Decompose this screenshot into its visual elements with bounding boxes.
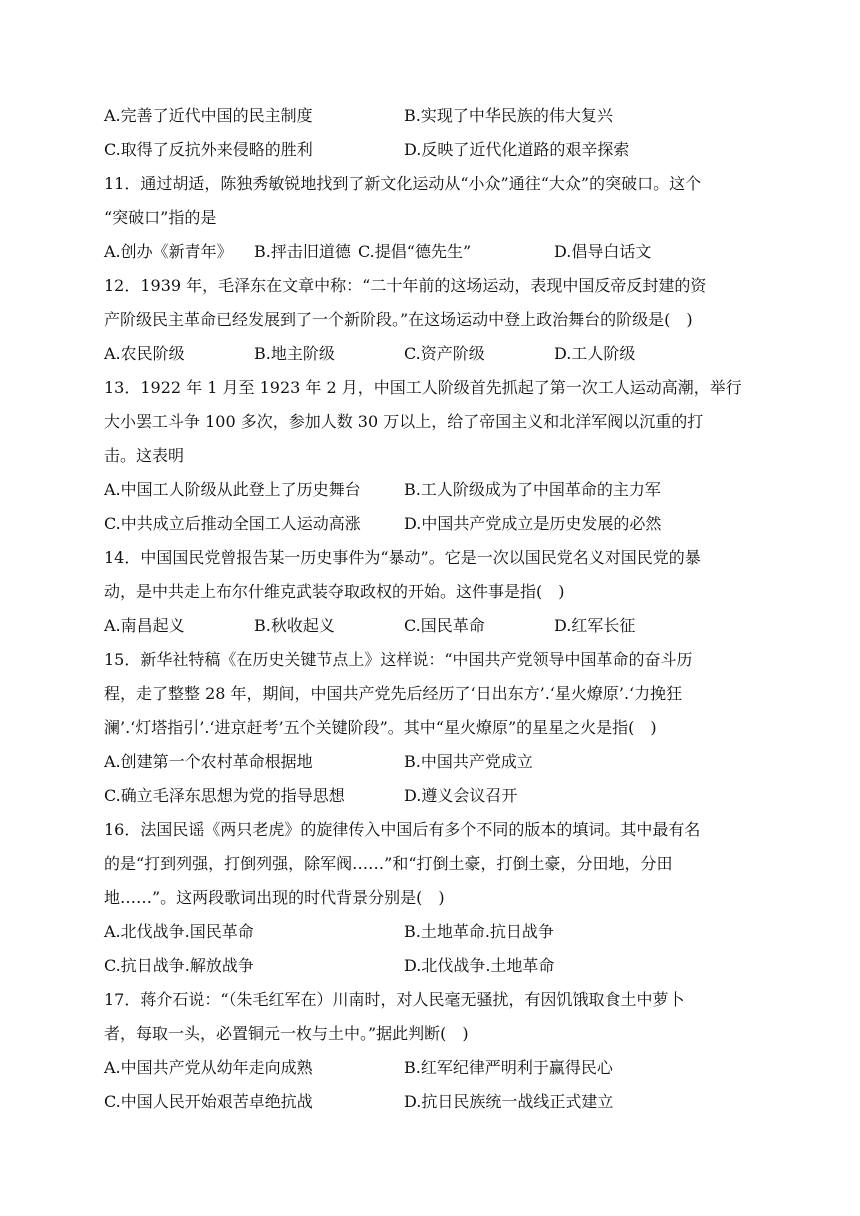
q13-stem-line-2: 大小罢工斗争 100 多次，参加人数 30 万以上，给了帝国主义和北洋军阀以沉重的打 [104, 412, 704, 431]
q17-stem-line-1: 17．蒋介石说：“（朱毛红军在）川南时，对人民毫无骚扰，有因饥饿取食土中萝卜 [104, 990, 685, 1009]
q13-stem-line-1: 13．1922 年 1 月至 1923 年 2 月，中国工人阶级首先抓起了第一次工人运动高潮，举行 [104, 378, 742, 397]
q14-option-d[interactable]: D.红军长征 [554, 616, 636, 635]
q12-option-c[interactable]: C.资产阶级 [404, 344, 485, 363]
q17-stem-line-2: 者，每取一头，必置铜元一枚与土中。”据此判断( ) [104, 1024, 469, 1043]
q16-stem-line-2: 的是“打到列强，打倒列强，除军阀……”和“打倒土豪，打倒土豪，分田地，分田 [104, 854, 673, 873]
q11-stem-line-2: “突破口”指的是 [104, 208, 217, 227]
q13-option-c[interactable]: C.中共成立后推动全国工人运动高涨 [104, 514, 361, 533]
q14-stem-line-2: 动，是中共走上布尔什维克武装夺取政权的开始。这件事是指( ) [104, 582, 565, 601]
q12-option-d[interactable]: D.工人阶级 [554, 344, 636, 363]
q16-stem-line-3: 地……”。这两段歌词出现的时代背景分别是( ) [104, 888, 445, 907]
q12-stem-line-1: 12．1939 年，毛泽东在文章中称：“二十年前的这场运动，表现中国反帝反封建的资 [104, 276, 707, 295]
q16-option-d[interactable]: D.北伐战争.土地革命 [404, 956, 555, 975]
q10-option-a[interactable]: A.完善了近代中国的民主制度 [104, 106, 313, 125]
q15-option-b[interactable]: B.中国共产党成立 [404, 752, 533, 771]
q13-option-d[interactable]: D.中国共产党成立是历史发展的必然 [404, 514, 662, 533]
q11-option-d[interactable]: D.倡导白话文 [554, 242, 652, 261]
q13-stem-line-3: 击。这表明 [104, 446, 185, 465]
q17-option-c[interactable]: C.中国人民开始艰苦卓绝抗战 [104, 1092, 313, 1111]
q15-option-c[interactable]: C.确立毛泽东思想为党的指导思想 [104, 786, 345, 805]
q11-option-b[interactable]: B.抨击旧道德 [254, 242, 351, 261]
q15-stem-line-3: 澜’.‘灯塔指引’.‘进京赶考’五个关键阶段”。其中“星火燎原”的星星之火是指( ) [104, 718, 657, 737]
q13-option-b[interactable]: B.工人阶级成为了中国革命的主力军 [404, 480, 661, 499]
q12-option-b[interactable]: B.地主阶级 [254, 344, 335, 363]
q10-option-d[interactable]: D.反映了近代化道路的艰辛探索 [404, 140, 630, 159]
q16-option-a[interactable]: A.北伐战争.国民革命 [104, 922, 254, 941]
q17-option-b[interactable]: B.红军纪律严明利于赢得民心 [404, 1058, 613, 1077]
q12-stem-line-2: 产阶级民主革命已经发展到了一个新阶段。”在这场运动中登上政治舞台的阶级是( ) [104, 310, 693, 329]
q14-option-c[interactable]: C.国民革命 [404, 616, 485, 635]
q17-option-d[interactable]: D.抗日民族统一战线正式建立 [404, 1092, 614, 1111]
q12-option-a[interactable]: A.农民阶级 [104, 344, 185, 363]
q14-stem-line-1: 14．中国国民党曾报告某一历史事件为“暴动”。它是一次以国民党名义对国民党的暴 [104, 548, 701, 567]
q11-option-c[interactable]: C.提倡“德先生” [358, 242, 472, 261]
q16-stem-line-1: 16．法国民谣《两只老虎》的旋律传入中国后有多个不同的版本的填词。其中最有名 [104, 820, 701, 839]
q15-option-a[interactable]: A.创建第一个农村革命根据地 [104, 752, 313, 771]
q10-option-c[interactable]: C.取得了反抗外来侵略的胜利 [104, 140, 313, 159]
q10-option-b[interactable]: B.实现了中华民族的伟大复兴 [404, 106, 613, 125]
q14-option-b[interactable]: B.秋收起义 [254, 616, 335, 635]
q16-option-b[interactable]: B.土地革命.抗日战争 [404, 922, 554, 941]
q11-option-a[interactable]: A.创办《新青年》 [104, 242, 233, 261]
q13-option-a[interactable]: A.中国工人阶级从此登上了历史舞台 [104, 480, 361, 499]
q16-option-c[interactable]: C.抗日战争.解放战争 [104, 956, 254, 975]
q14-option-a[interactable]: A.南昌起义 [104, 616, 185, 635]
q15-option-d[interactable]: D.遵义会议召开 [404, 786, 518, 805]
q11-stem-line-1: 11．通过胡适，陈独秀敏锐地找到了新文化运动从“小众”通往“大众”的突破口。这个 [104, 174, 702, 193]
q15-stem-line-1: 15．新华社特稿《在历史关键节点上》这样说：“中国共产党领导中国革命的奋斗历 [104, 650, 693, 669]
q17-option-a[interactable]: A.中国共产党从幼年走向成熟 [104, 1058, 313, 1077]
q15-stem-line-2: 程，走了整整 28 年，期间，中国共产党先后经历了‘日出东方’.‘星火燎原’.‘力挽狂 [104, 684, 683, 703]
